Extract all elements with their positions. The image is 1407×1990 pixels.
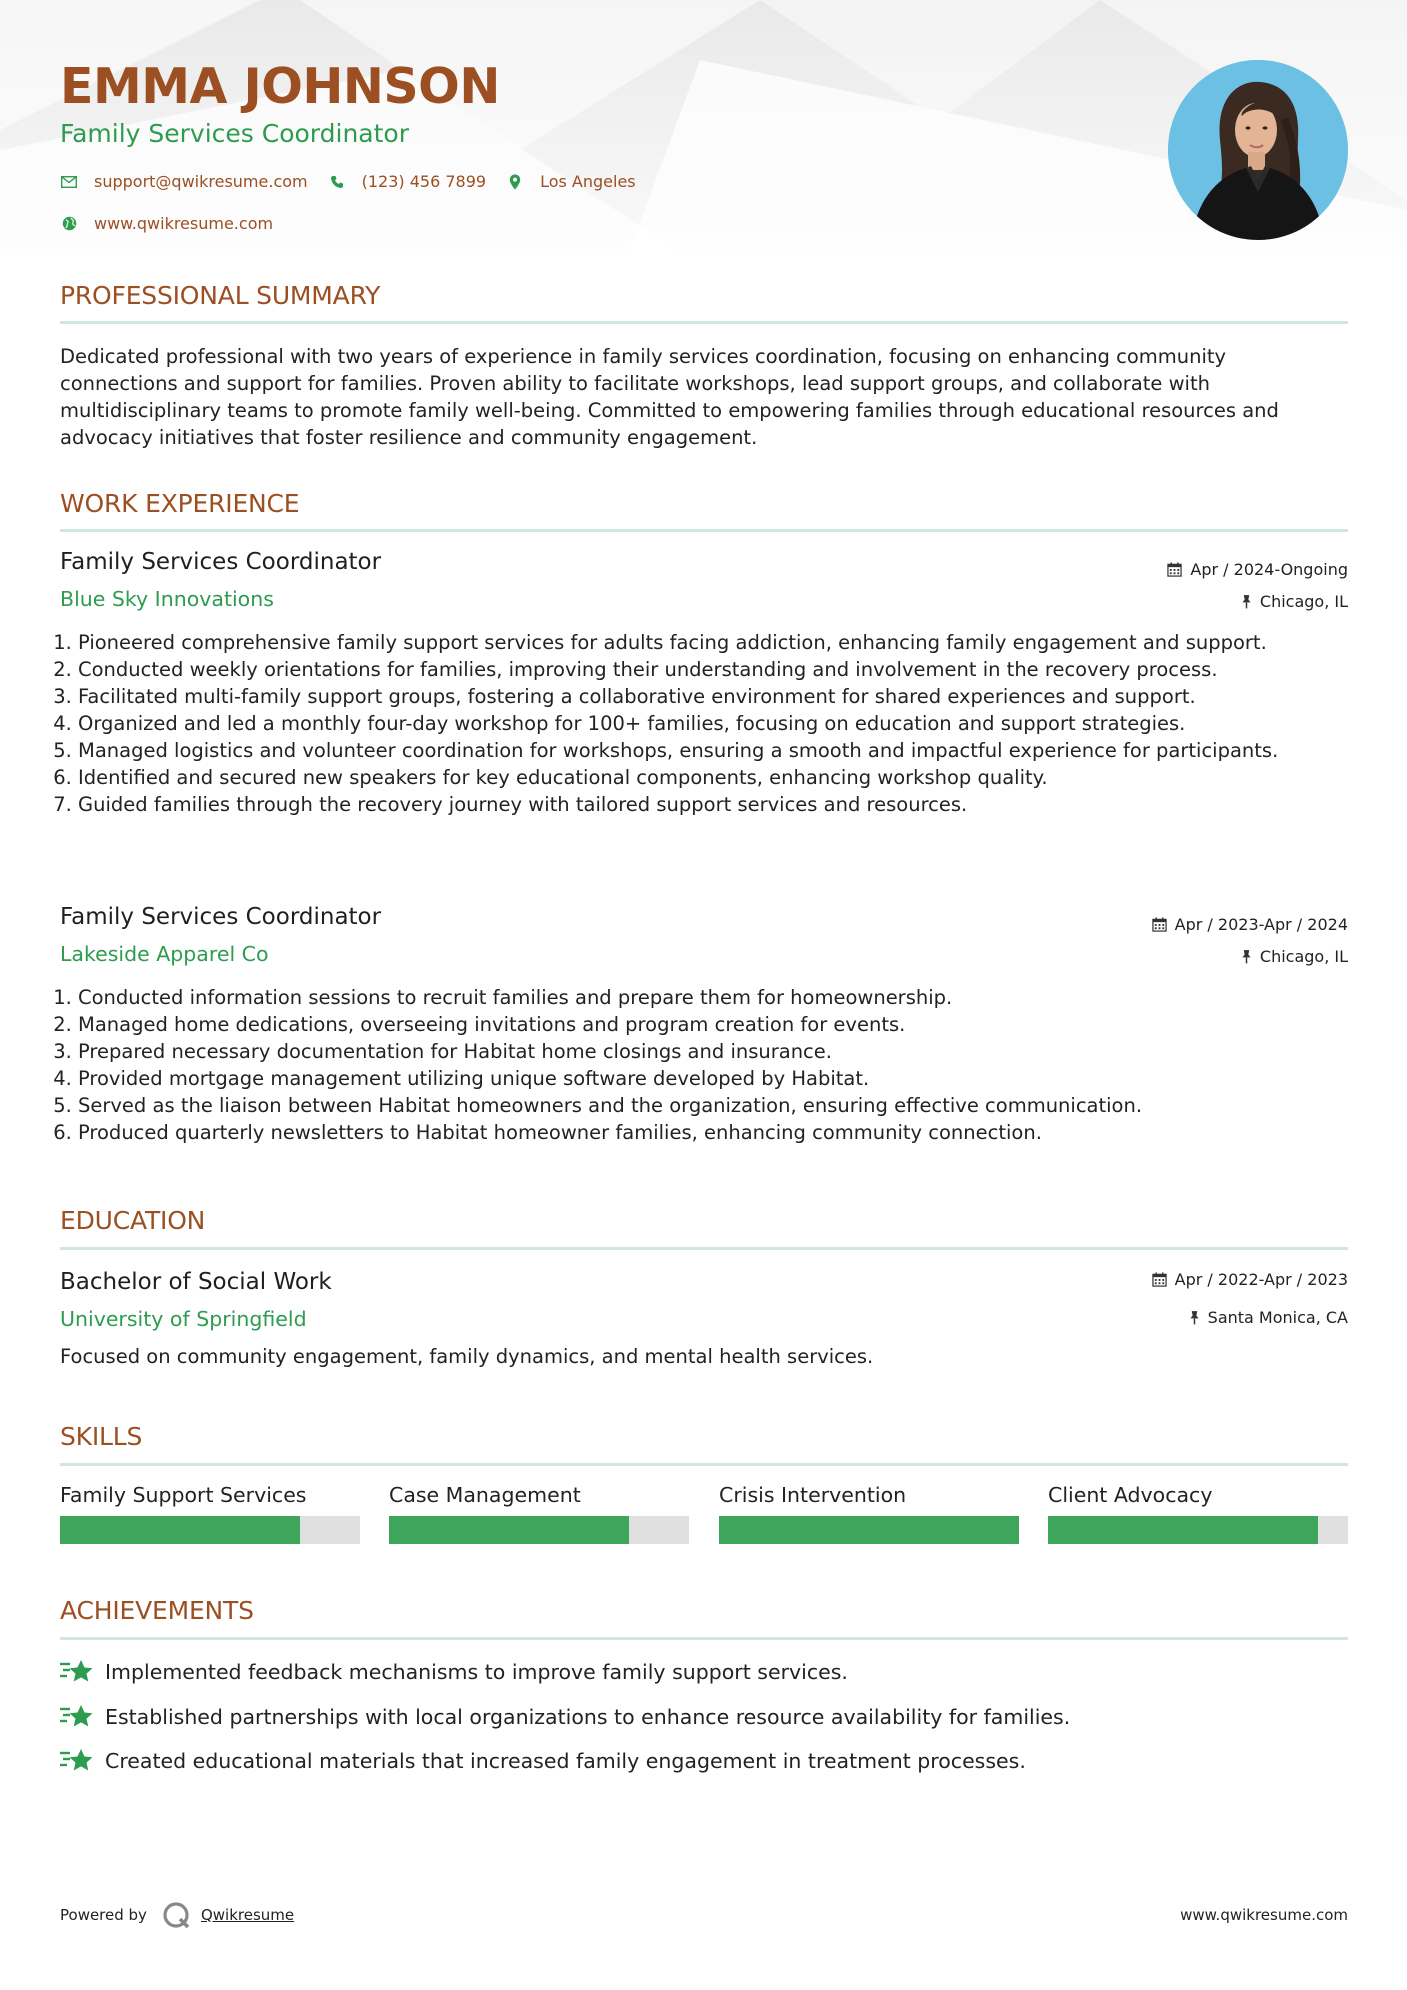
list-item: 2. Managed home dedications, overseeing invitations and program creation for events. <box>78 1011 1366 1038</box>
job-location <box>1241 947 1348 966</box>
job-dates-text: Apr / 2024-Ongoing <box>1190 560 1348 579</box>
list-item: 1. Conducted information sessions to recruit families and prepare them for homeownership. <box>78 984 1366 1011</box>
skill-item <box>719 1483 1019 1507</box>
job-location-text: Chicago, IL <box>1259 592 1348 611</box>
calendar-icon <box>1152 1272 1167 1287</box>
summary-text: Dedicated professional with two years of experience in family services coordination, focusing on enhancing community connections and support for families. Proven ability to facilitate workshops, lead support groups, and collaborate with multidisciplinary teams to promote family well-being. Committed to empowering families through educational resources and advocacy initiatives that foster resilience and community engagement. <box>60 345 1279 449</box>
calendar-icon <box>1152 917 1167 932</box>
map-pin-icon <box>506 173 524 191</box>
job-responsibilities-2 <box>60 984 1366 1146</box>
job-title: Family Services Coordinator <box>60 904 382 930</box>
education-dates <box>1152 1270 1348 1289</box>
experience-divider <box>60 529 1348 532</box>
skill-item <box>60 1483 360 1507</box>
list-item: 6. Produced quarterly newsletters to Habitat homeowner families, enhancing community connection. <box>78 1119 1366 1146</box>
achievement-item <box>60 1703 1070 1731</box>
skill-bar-fill <box>719 1516 1019 1544</box>
list-item: 5. Served as the liaison between Habitat homeowners and the organization, ensuring effective communication. <box>78 1092 1366 1119</box>
summary-heading: PROFESSIONAL SUMMARY <box>60 281 381 310</box>
job-title: Family Services Coordinator <box>60 549 382 575</box>
skill-bar-fill <box>1048 1516 1318 1544</box>
envelope-icon <box>60 173 78 191</box>
achievements-heading: ACHIEVEMENTS <box>60 1596 254 1625</box>
footer-powered-by <box>60 1900 294 1930</box>
job-responsibilities-1 <box>60 629 1366 818</box>
skill-bar <box>719 1516 1019 1544</box>
list-item: 7. Guided families through the recovery journey with tailored support services and resources. <box>78 791 1366 818</box>
footer-website[interactable]: www.qwikresume.com <box>1180 1906 1348 1924</box>
list-item: 1. Pioneered comprehensive family support services for adults facing addiction, enhancing family engagement and support. <box>78 629 1366 656</box>
profile-photo <box>1168 60 1348 240</box>
candidate-role: Family Services Coordinator <box>60 119 409 148</box>
skill-bar <box>1048 1516 1348 1544</box>
website-row <box>60 214 273 233</box>
website-link[interactable]: www.qwikresume.com <box>94 214 274 233</box>
list-item: 4. Organized and led a monthly four-day workshop for 100+ families, focusing on education and support strategies. <box>78 710 1366 737</box>
skill-label: Case Management <box>389 1483 581 1507</box>
skill-bar-fill <box>60 1516 300 1544</box>
skills-heading: SKILLS <box>60 1422 143 1451</box>
pushpin-icon <box>1189 1310 1200 1325</box>
job-dates <box>1167 560 1348 579</box>
pushpin-icon <box>1241 594 1252 609</box>
skill-item <box>389 1483 689 1507</box>
phone-icon <box>328 173 346 191</box>
job-dates-text: Apr / 2023-Apr / 2024 <box>1174 915 1348 934</box>
list-item: 3. Facilitated multi-family support groups, fostering a collaborative environment for shared experiences and support. <box>78 683 1366 710</box>
company-name: Lakeside Apparel Co <box>60 942 269 966</box>
skill-bar <box>60 1516 360 1544</box>
list-item: 5. Managed logistics and volunteer coordination for workshops, ensuring a smooth and impactful experience for participants. <box>78 737 1366 764</box>
email-link[interactable]: support@qwikresume.com <box>94 172 308 191</box>
education-heading: EDUCATION <box>60 1206 206 1235</box>
skills-divider <box>60 1463 1348 1466</box>
education-divider <box>60 1247 1348 1250</box>
education-location <box>1189 1308 1348 1327</box>
skill-label: Client Advocacy <box>1048 1483 1213 1507</box>
degree-title: Bachelor of Social Work <box>60 1269 332 1295</box>
pushpin-icon <box>1241 949 1252 964</box>
experience-heading: WORK EXPERIENCE <box>60 489 300 518</box>
achievement-text: Implemented feedback mechanisms to improve family support services. <box>105 1660 848 1684</box>
achievements-divider <box>60 1637 1348 1640</box>
list-item: 6. Identified and secured new speakers for key educational components, enhancing workshop quality. <box>78 764 1366 791</box>
skill-item <box>1048 1483 1348 1507</box>
star-icon <box>60 1658 94 1686</box>
star-icon <box>60 1747 94 1775</box>
job-location-text: Chicago, IL <box>1259 947 1348 966</box>
qwikresume-link[interactable]: Qwikresume <box>200 1906 295 1924</box>
qwikresume-logo-icon <box>161 1900 195 1930</box>
school-name: University of Springfield <box>60 1307 307 1331</box>
list-item: 3. Prepared necessary documentation for Habitat home closings and insurance. <box>78 1038 1366 1065</box>
summary-divider <box>60 321 1348 324</box>
education-dates-text: Apr / 2022-Apr / 2023 <box>1174 1270 1348 1289</box>
achievement-item <box>60 1658 848 1686</box>
achievement-text: Created educational materials that increased family engagement in treatment processes. <box>105 1749 1026 1773</box>
footer <box>60 1900 1348 1930</box>
job-location <box>1241 592 1348 611</box>
powered-by-label: Powered by <box>60 1906 147 1924</box>
star-icon <box>60 1703 94 1731</box>
contact-row <box>60 172 636 191</box>
list-item: 4. Provided mortgage management utilizing unique software developed by Habitat. <box>78 1065 1366 1092</box>
skill-bar <box>389 1516 689 1544</box>
education-description: Focused on community engagement, family dynamics, and mental health services. <box>60 1345 874 1368</box>
skill-bar-fill <box>389 1516 629 1544</box>
achievement-item <box>60 1747 1026 1775</box>
candidate-name: EMMA JOHNSON <box>60 58 500 115</box>
calendar-icon <box>1167 562 1182 577</box>
phone-number: (123) 456 7899 <box>361 172 487 191</box>
job-dates <box>1152 915 1348 934</box>
list-item: 2. Conducted weekly orientations for families, improving their understanding and involvement in the recovery process. <box>78 656 1366 683</box>
globe-icon <box>60 215 78 233</box>
company-name: Blue Sky Innovations <box>60 587 274 611</box>
skill-label: Crisis Intervention <box>719 1483 907 1507</box>
skill-label: Family Support Services <box>60 1483 307 1507</box>
education-location-text: Santa Monica, CA <box>1207 1308 1348 1327</box>
location-text: Los Angeles <box>540 172 636 191</box>
achievement-text: Established partnerships with local organizations to enhance resource availability for families. <box>105 1705 1071 1729</box>
